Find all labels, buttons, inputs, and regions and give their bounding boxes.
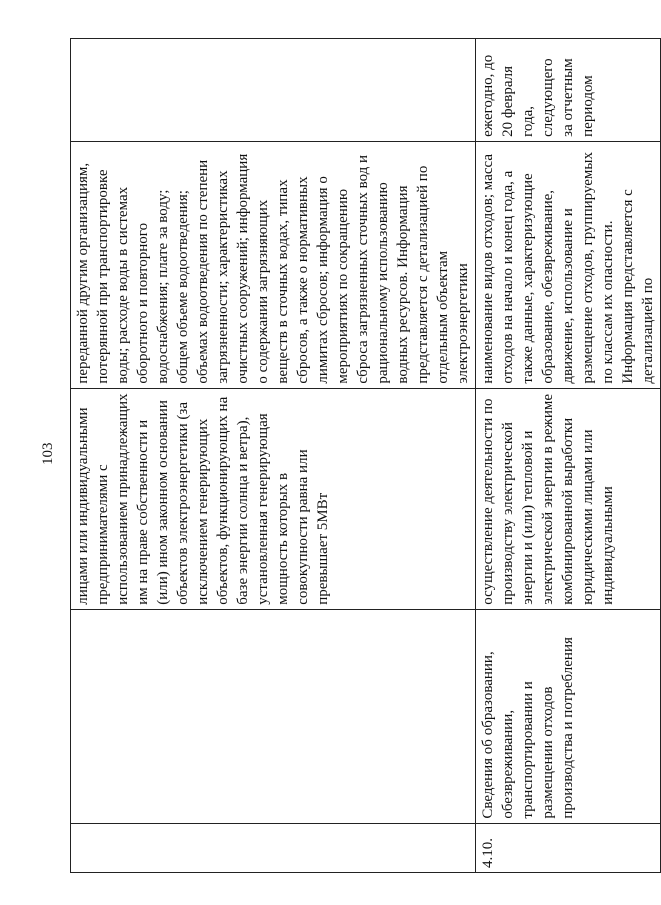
row-period-cell: ежегодно, до 20 февраля года, следующего за отчетным периодом xyxy=(476,39,661,142)
row-number-cell xyxy=(71,823,476,872)
row-number-cell: 4.10. xyxy=(476,823,661,872)
row-title-cell: Сведения об образовании, обезвреживании, транспортировании и размещении отходов производства и потребления xyxy=(476,609,661,823)
row-period-cell xyxy=(71,39,476,142)
requirements-table xyxy=(70,38,661,873)
row-content-cell: переданной другим организациям, потерянной при транспортировке воды; расходе воды в системах оборотного и повторного водоснабжения; плате за воду; общем объеме водоотведения; объемах водоотведения по степени загрязненности; характеристиках очистных сооружений; информация о содержании загрязняющих веществ в сточных водах, типах сбросов, а также о нормативных лимитах сбросов; информация о мероприятиях по сокращению сброса загрязненных сточных вод и рациональному использованию водных ресурсов. Информация представляется с детализацией по отдельным объектам электроэнергетики xyxy=(71,141,476,388)
row-content-cell: наименование видов отходов; масса отходов на начало и конец года, а также данные, характеризующие образование, обезвреживание, движение, использование и размещение отходов, группируемых по классам их опасности. Информация представляется с детализацией по xyxy=(476,141,661,388)
row-subject-cell: осуществление деятельности по производству электрической энергии и (или) тепловой и электрической энергии в режиме комбинированной выработки юридическими лицами или индивидуальными xyxy=(476,388,661,609)
table-row xyxy=(71,39,476,873)
row-title-cell xyxy=(71,609,476,823)
page-number: 103 xyxy=(40,442,56,465)
table-row xyxy=(476,39,661,873)
row-subject-cell: лицами или индивидуальными предпринимателями с использованием принадлежащих им на праве собственности и (или) ином законном основании объектов электроэнергетики (за исключением генерирующих объектов, функционирующих на базе энергии солнца и ветра), установленная генерирующая мощность которых в совокупности равна или превышает 5МВт xyxy=(71,388,476,609)
